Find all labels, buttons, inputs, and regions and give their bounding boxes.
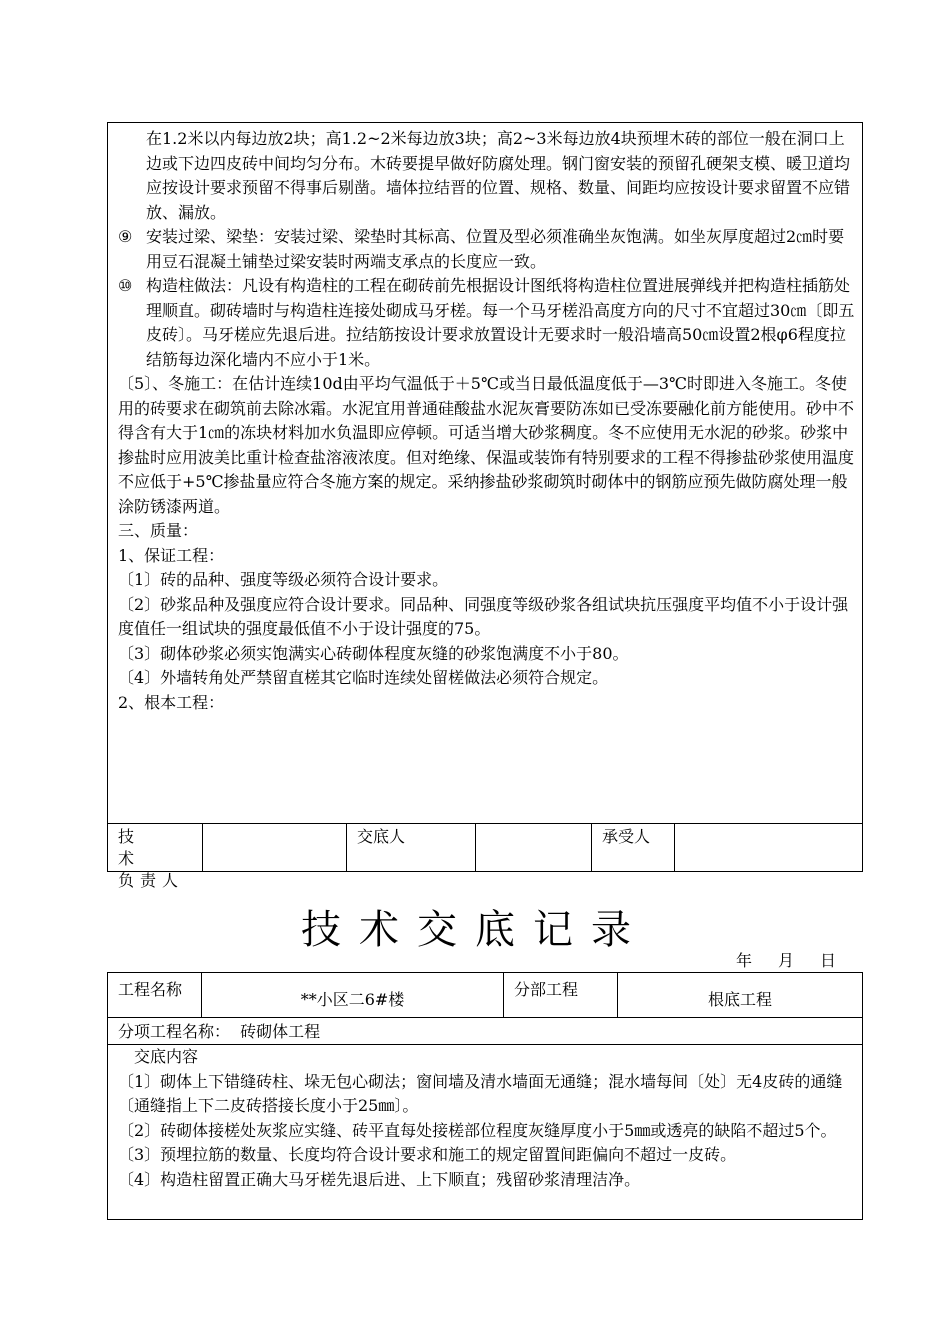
- list-item: 〔4〕构造柱留置正确大马牙槎先退后进、上下顺直；残留砂浆清理洁净。: [118, 1169, 641, 1189]
- tech-lead-label-line1: 技术: [118, 827, 163, 868]
- page-title: 技术交底记录: [301, 907, 649, 953]
- item-number: ⑨: [118, 227, 133, 246]
- project-label-cell: [108, 973, 202, 1017]
- subsection-heading: 2、根本工程：: [118, 692, 225, 712]
- subitem-name: 分项工程名称： 砖砌体工程: [118, 1022, 321, 1041]
- lower-table: [107, 972, 863, 1220]
- paragraph: 〔3〕砌体砂浆必须实饱满实心砖砌体程度灰缝的砂浆饱满度不小于80。: [118, 643, 629, 663]
- division-value: 根底工程: [707, 990, 772, 1009]
- item-number: ⑩: [118, 276, 133, 295]
- paragraph: ⑨ 安装过梁、梁垫：安装过梁、梁垫时其标高、位置及型必须准确坐灰饱满。如坐灰厚度超过2㎝时要用豆石混凝土铺垫过梁安装时两端支承点的长度应一致。: [118, 227, 845, 271]
- date-day: 日: [820, 951, 837, 970]
- date-month: 月: [778, 951, 795, 970]
- date-line: [736, 948, 836, 971]
- handover-label: 交底人: [357, 827, 406, 846]
- subsection-heading: 1、保证工程：: [118, 545, 225, 565]
- division-value-cell: [618, 973, 862, 1017]
- subitem-row: [108, 1018, 862, 1045]
- list-item: 〔3〕预埋拉筋的数量、长度均符合设计要求和施工的规定留置间距偏向不超过一皮砖。: [118, 1145, 737, 1164]
- paragraph: 〔4〕外墙转角处严禁留直槎其它临时连续处留槎做法必须符合规定。: [118, 668, 609, 687]
- upper-table: [107, 122, 863, 890]
- receiver-label: 承受人: [602, 827, 651, 846]
- division-label: 分部工程: [514, 980, 579, 999]
- paragraph: ⑩ 构造柱做法：凡设有构造柱的工程在砌砖前先根据设计图纸将构造柱位置进展弹线并把构造柱插筋处理顺直。砌砖墙时与构造柱连接处砌成马牙槎。每一个马牙槎沿高度方向的尺寸不宜超过30㎝〔即五皮砖〕。马牙槎应先退后进。拉结筋按设计要求放置设计无要求时一般沿墙高50㎝设置2根φ6程度拉结筋每边深化墙内不应小于1米。: [118, 276, 855, 369]
- signature-row: [108, 823, 862, 890]
- section-heading: 三、质量：: [118, 521, 199, 540]
- lower-content: [118, 1045, 856, 1192]
- tech-lead-label-line2: 负责人: [118, 871, 185, 890]
- list-item: 〔2〕砖砌体接槎处灰浆应实缝、砖平直每处接槎部位程度灰缝厚度小于5㎜或透亮的缺陷不超过5个。: [118, 1120, 837, 1140]
- receiver-value-cell[interactable]: [675, 824, 862, 872]
- paragraph: 〔2〕砂浆品种及强度应符合设计要求。同品种、同强度等级砂浆各组试块抗压强度平均值不小于设计强度值任一组试块的强度最低值不小于设计强度的75。: [118, 594, 849, 638]
- content-title: 交底内容: [134, 1047, 199, 1066]
- date-year: 年: [736, 951, 753, 970]
- project-value: **小区二6#楼: [300, 990, 405, 1009]
- receiver-label-cell: [592, 824, 675, 872]
- list-item: 〔1〕砌体上下错缝砖柱、垛无包心砌法；窗间墙及清水墙面无通缝；混水墙每间〔处〕无4皮砖的通缝〔通缝指上下二皮砖搭接长度小于25㎜〕。: [118, 1071, 843, 1115]
- project-value-cell: [202, 973, 504, 1017]
- paragraph: 在1.2米以内每边放2块；高1.2~2米每边放3块；高2~3米每边放4块预埋木砖的部位一般在洞口上边或下边四皮砖中间均匀分布。木砖要提早做好防腐处理。钢门窗安装的预留孔硬架支模、暖卫道均应按设计要求预留不得事后剔凿。墙体拉结晋的位置、规格、数量、间距均应按设计要求留置不应错放、漏放。: [146, 129, 851, 222]
- paragraph: 〔5〕、冬施工：在估计连续10d由平均气温低于＋5℃或当日最低温度低于—3℃时即进入冬施工。冬使用的砖要求在砌筑前去除冰霜。水泥宜用普通硅酸盐水泥灰膏要防冻如已受冻要融化前方能使用。砂中不得含有大于1㎝的冻块材料加水负温即应停顿。可适当增大砂浆稠度。冬不应使用无水泥的砂浆。砂浆中掺盐时应用波美比重计检查盐溶液浓度。但对绝缘、保温或装饰有特别要求的工程不得掺盐砂浆使用温度不应低于+5℃掺盐量应符合冬施方案的规定。采纳掺盐砂浆砌筑时砌体中的钢筋应预先做防腐处理一般涂防锈漆两道。: [118, 374, 855, 516]
- project-row: [108, 973, 862, 1018]
- upper-content: [118, 127, 856, 715]
- division-label-cell: [504, 973, 618, 1017]
- paragraph: 〔1〕砖的品种、强度等级必须符合设计要求。: [118, 570, 449, 589]
- project-label: 工程名称: [118, 980, 183, 999]
- handover-label-cell: [347, 824, 476, 872]
- tech-lead-value-cell[interactable]: [203, 824, 347, 872]
- handover-value-cell[interactable]: [476, 824, 592, 872]
- tech-lead-label-cell: [108, 824, 203, 890]
